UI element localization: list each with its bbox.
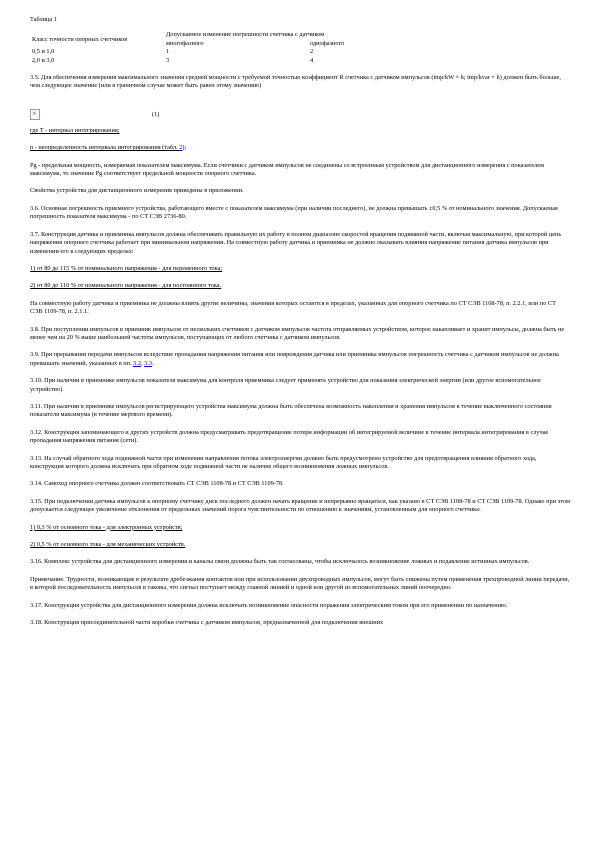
table-row bbox=[30, 57, 460, 65]
paragraph-3-14: 3.14. Самоход опорного счетчика должен соответствовать СТ СЭВ 1108-78 и СТ СЭВ 1109-78. bbox=[30, 480, 284, 488]
paragraph-3-10: 3.10. При наличии в приемнике импульсов показателя максимума для контроля приемника следует применять устройство для показания электрической энергии (или другое вспомогательное устройство). bbox=[30, 377, 541, 393]
accuracy-table bbox=[30, 31, 460, 65]
list-item: 1) 0,3 % от основного тока - для электронных устройств; bbox=[30, 523, 183, 531]
where-t-line: где T - интервал интегрирования; bbox=[30, 126, 120, 134]
where-n-post: ); bbox=[182, 144, 187, 152]
paragraph-3-12: 3.12. Конструкция запоминающего и других устройств должна предусматривать предотвращение потери информации об интегрируемой величине в течение интервала интегрирования в случае пропадания напряжения питания (сети). bbox=[30, 428, 549, 445]
paragraph-3-16: 3.16. Комплекс устройства для дистанционного измерения и каналы связи должны быть так согласованы, чтобы исключалось возникновение ложных и подавление истинных импульсов. bbox=[30, 558, 530, 566]
table-cell: 1 bbox=[166, 48, 170, 56]
document-page bbox=[30, 16, 570, 636]
table-col1-header: Класс точности опорных счетчиков bbox=[32, 35, 128, 43]
table-subheader-multiphase: многофазного bbox=[166, 39, 204, 47]
paragraph-3-8: 3.8. При поступлении импульсов в приемник импульсов от нескольких счетчиков с датчиком импульсов частота отправляемых устройством, которое накапливает и хранит импульсы, должна быть не менее чем на 20 % выше наибольшей частоты импульсов, поступающих от любого счетчика с датчиком импульсов. bbox=[30, 325, 565, 341]
table-cell: 2 bbox=[310, 48, 314, 56]
paragraph-3-15: 3.15. При подключении датчика импульсов к опорному счетчику диск последнего должен начать вращение и непрерывно вращаться, как указано в СТ СЭВ 1108-78 и СТ СЭВ 1109-78. Однако при этом допускается следующее увеличение отклонения от предельных значений порога чувствительности по отношению к значениям, установленным для опорного счетчика: bbox=[30, 497, 570, 514]
paragraph-3-9 bbox=[30, 351, 570, 368]
list-item: 1) от 80 до 115 % от номинального напряжения - для переменного тока; bbox=[30, 264, 223, 272]
paragraph-3-18: 3.18. Конструкция присоединительной части коробки счетчика с датчиком импульсов, предназначенной для подключения внешних bbox=[30, 619, 384, 627]
table-cell: 3 bbox=[166, 56, 170, 64]
paragraph-pg: Pg - предельная мощность, измеряемая показателем максимума. Если счетчики с датчиком импульсов не соединены со встроенным устройством для дистанционного измерения с показателем максимума, то значение Pg соответствует предельной мощности опорного счетчика. bbox=[30, 161, 545, 178]
paragraph-3-13: 3.13. На случай обратного хода подвижной части при изменении направления потока электроэнергии должно быть предусмотрено устройство для предотвращения влияния обратного хода, конструкция которого должна исключать при обратном ходе подвижной части не наличие общего возникновения ложных импульсов. bbox=[30, 454, 537, 470]
paragraph-3-7b: На совместную работу датчика и приемника не должны влиять другие величины, значения которых остаются в пределах, указанных для опорного счетчика по СТ СЭВ 1108-78, п. 2.2.1, или по СТ СЭВ 1109-78, п. 2.1.1. bbox=[30, 299, 556, 316]
formula-block bbox=[30, 100, 570, 120]
list-item: 2) от 80 до 110 % от номинального напряжения - для постоянного тока. bbox=[30, 282, 222, 290]
paragraph-note: Примечание. Трудности, возникающие в результате дребезжания контактов или при использовании двухпроводных импульсов, могут быть снижены путем применения трехпроводной линии передачи, в которой последовательность импульсов в таковы, что сигнал поступает между главной линией и одной или другой из вспомогательных линий поочередно. bbox=[30, 575, 570, 592]
table-subheader-singlephase: однофазного bbox=[310, 39, 345, 47]
table-label: Таблица 1 bbox=[30, 16, 57, 23]
where-n-line bbox=[30, 144, 570, 152]
broken-image-icon bbox=[30, 109, 40, 120]
paragraph-appendix: Свойства устройства для дистанционного измерения приведены в приложении. bbox=[30, 187, 244, 195]
where-n-text: n - неопределенность интервала интегрирования (табл. bbox=[30, 144, 180, 152]
paragraph-3-6: 3.6. Основная погрешность приемного устройства, работающего вместе с показателем максимума (при наличии последнего), не должна превышать ±0,5 % от номинального значения. Допускаемая погрешность показателя максимума - по СТ СЭВ 2736-80. bbox=[30, 204, 558, 221]
paragraph-3-11: 3.11. При наличии в приемнике импульсов регистрирующего устройства максимума должна быть обеспечена возможность накопления и хранения импульсов в течение выключенного состояния показателя максимума (в течение мертвого времени). bbox=[30, 402, 552, 419]
formula-number: (1) bbox=[152, 111, 160, 119]
link-separator: , bbox=[141, 359, 145, 367]
table-2-link[interactable]: 2 bbox=[179, 144, 183, 152]
table-row bbox=[30, 48, 460, 56]
paragraph-3-7: 3.7. Конструкция датчика и приемника импульсов должна обеспечивать правильную их работу в полном диапазоне скоростей вращения подвижной части, включая максимальную, при которой цепь напряжения опорного счетчика работает при минимальном напряжении. На совместную работу датчика и приемника не должно оказывать влияния напряжение питания датчика импульсов при изменении его в следующих пределах: bbox=[30, 230, 562, 255]
table-header-row bbox=[30, 31, 460, 39]
paragraph-3-9-end: . bbox=[152, 359, 154, 367]
table-cell: 2,0 и 3,0 bbox=[32, 56, 55, 64]
paragraph-3-17: 3.17. Конструкция устройства для дистанционного измерения должна исключать возникновение опасности поражения электрическим током при его применении по назначению. bbox=[30, 601, 508, 609]
section-3-2-link[interactable]: 3.2 bbox=[133, 359, 142, 367]
table-cell: 4 bbox=[310, 56, 314, 64]
paragraph-3-9-text: 3.9. При прерывании передачи импульсов вследствие пропадания напряжения питания или повреждения датчика или приемника импульсов погрешность счетчика с датчиком импульсов не должна превышать значений, указанных в пп. bbox=[30, 351, 559, 367]
paragraph-3-5: 3.5. Для обеспечения измерения максимального значения средней мощности с требуемой точностью коэффициент R счетчика с датчиком импульсов (imp/kW × h; imp/kvar × h) должен быть больше, чем следующее значение (или в граничном случае может быть равен этому значению) bbox=[30, 74, 561, 90]
list-item: 2) 0,5 % от основного тока - для механических устройств. bbox=[30, 541, 186, 549]
table-cell: 0,5 и 1,0 bbox=[32, 48, 55, 56]
table-group-header: Допускаемое изменение погрешности счетчика с датчиком bbox=[166, 31, 325, 39]
section-3-3-link[interactable]: 3.3 bbox=[144, 359, 153, 367]
